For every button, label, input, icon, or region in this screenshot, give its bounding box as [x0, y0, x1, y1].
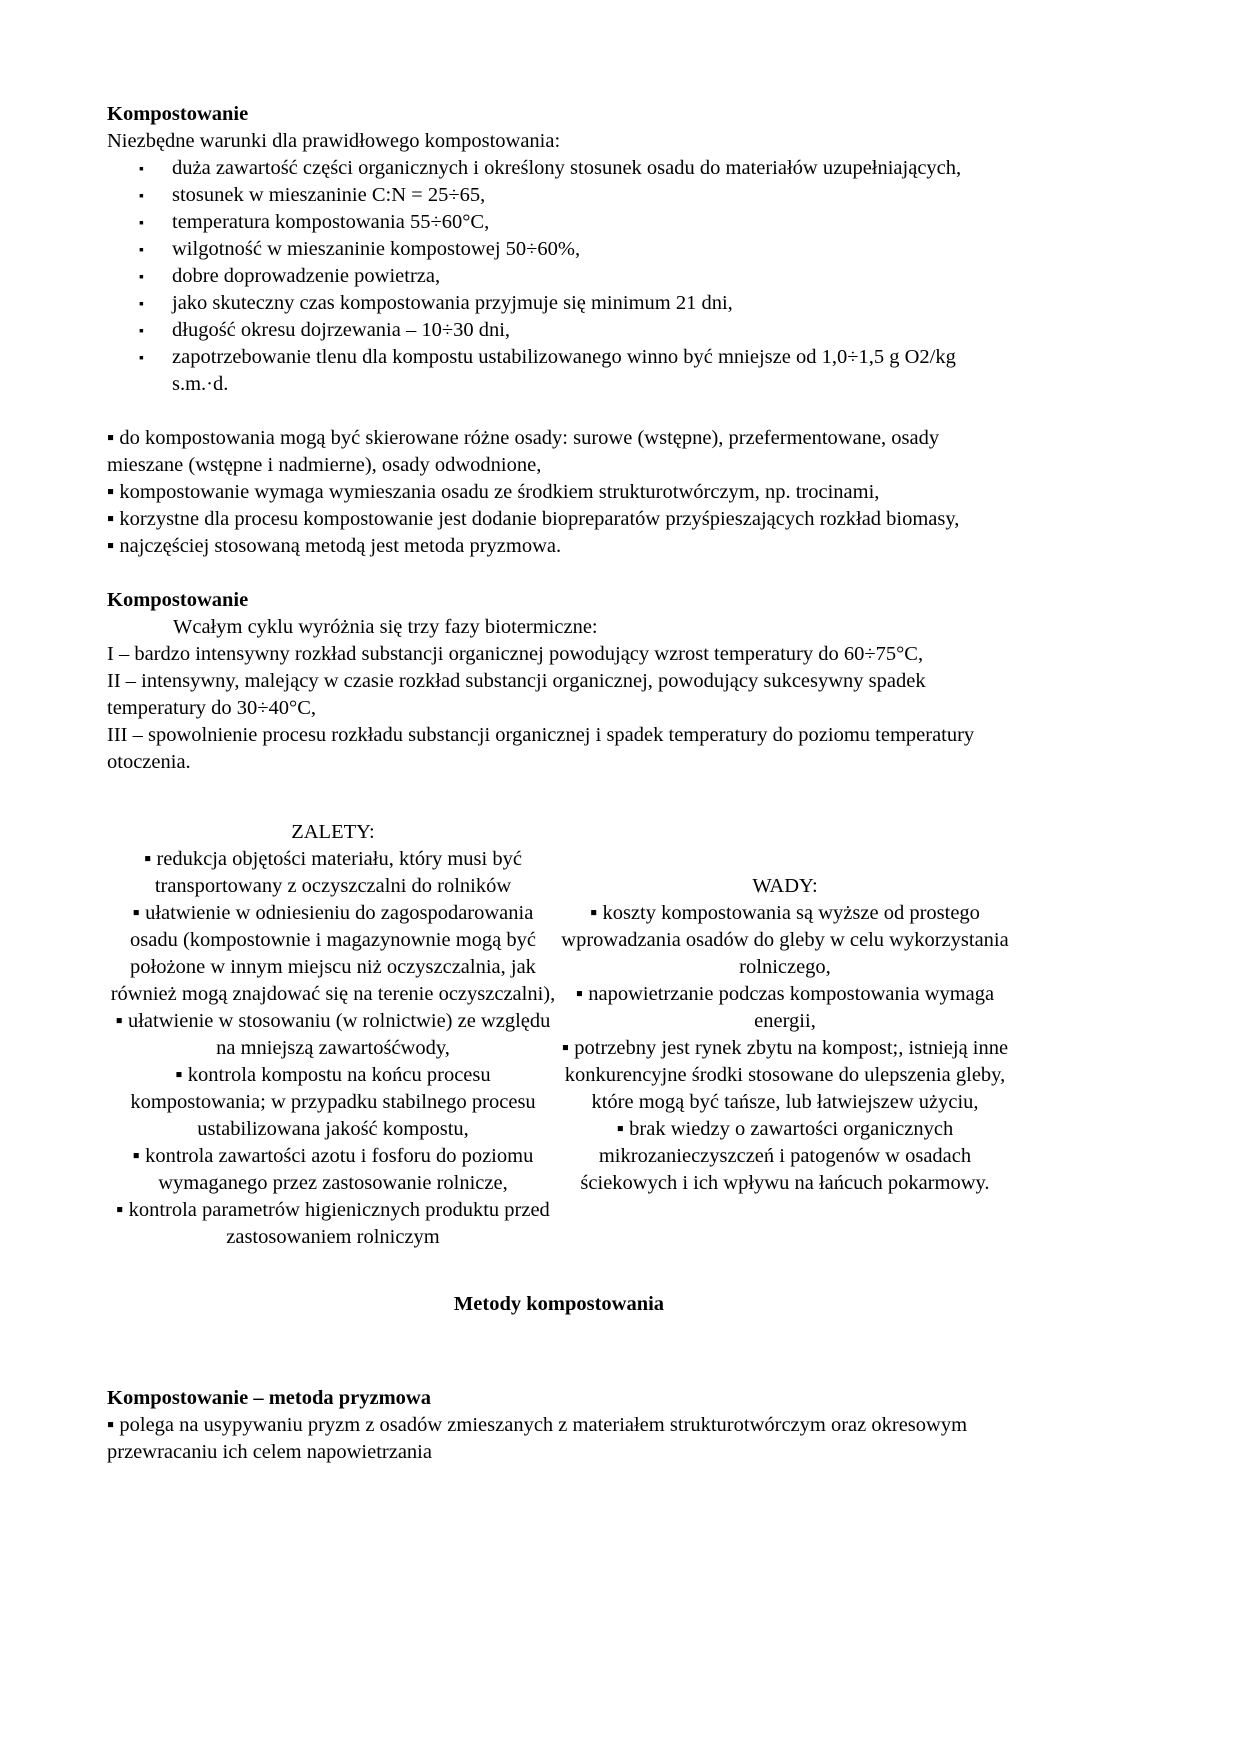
advantage-item: ▪ kontrola parametrów higienicznych produktu przed zastosowaniem rolniczym: [116, 1199, 550, 1248]
spacer: [107, 560, 1017, 587]
note: ▪ korzystne dla procesu kompostowanie jest dodanie biopreparatów przyśpieszających rozkład biomasy,: [107, 508, 960, 530]
list-item: [107, 290, 1017, 317]
advantage-item: ▪ redukcja objętości materiału, który musi być transportowany z oczyszczalni do rolników: [144, 848, 522, 897]
note: ▪ najczęściej stosowaną metodą jest metoda pryzmowa.: [107, 535, 562, 557]
disadvantage-item: ▪ napowietrzanie podczas kompostowania wymaga energii,: [575, 983, 995, 1032]
bullet-icon: ▪: [139, 270, 144, 285]
spacer: [107, 1318, 1017, 1358]
phase-3: III – spowolnienie procesu rozkładu substancji organicznej i spadek temperatury do poziomu temperatury otoczenia.: [107, 724, 975, 773]
spacer: [107, 398, 1017, 425]
list-item-text: wilgotność w mieszaninie kompostowej 50÷60%,: [172, 238, 581, 260]
list-item-text: stosunek w mieszaninie C:N = 25÷65,: [172, 184, 486, 206]
section2-title: Kompostowanie: [107, 589, 249, 611]
section3-text: ▪ polega na usypywaniu pryzm z osadów zmieszanych z materiałem strukturotwórczym oraz okresowym przewracaniu ich celem napowietrzania: [107, 1414, 968, 1463]
disadvantage-item: ▪ potrzebny jest rynek zbytu na kompost;, istnieją inne konkurencyjne środki stosowane do ulepszenia gleby, które mogą być tańsze, lub łatwiejszew użyciu,: [561, 1037, 1009, 1113]
list-item: [107, 263, 1017, 290]
advantage-item: ▪ ułatwienie w odniesieniu do zagospodarowania osadu (kompostownie i magazynownie mogą być położone w innym miejscu niż oczyszczalnia, jak również mogą znajdować się na terenie oczyszczalni),: [110, 902, 556, 1005]
phase-1: I – bardzo intensywny rozkład substancji organicznej powodujący wzrost temperatury do 60÷75°C,: [107, 643, 924, 665]
advantage-item: ▪ kontrola kompostu na końcu procesu kompostowania; w przypadku stabilnego procesu ustabilizowana jakość kompostu,: [130, 1064, 536, 1140]
spacer: [107, 1358, 1017, 1385]
list-item-text: jako skuteczny czas kompostowania przyjmuje się minimum 21 dni,: [172, 292, 733, 314]
conditions-list: [107, 155, 1017, 398]
spacer: [107, 1251, 1017, 1291]
disadvantages-title: WADY:: [752, 875, 818, 897]
bullet-icon: ▪: [139, 216, 144, 231]
pros-cons-columns: [107, 819, 1011, 1251]
section2-intro: Wcałym cyklu wyróżnia się trzy fazy biotermiczne:: [173, 616, 598, 638]
list-item-text: temperatura kompostowania 55÷60°C,: [172, 211, 490, 233]
advantage-item: ▪ ułatwienie w stosowaniu (w rolnictwie) ze względu na mniejszą zawartośćwody,: [115, 1010, 551, 1059]
phases: [107, 641, 1017, 776]
bullet-icon: ▪: [139, 243, 144, 258]
list-item-text: długość okresu dojrzewania – 10÷30 dni,: [172, 319, 511, 341]
advantage-item: ▪ kontrola zawartości azotu i fosforu do poziomu wymaganego przez zastosowanie rolnicze,: [132, 1145, 534, 1194]
bullet-icon: ▪: [139, 324, 144, 339]
methods-title: Metody kompostowania: [453, 1293, 665, 1315]
list-item: [107, 155, 1017, 182]
advantages-column: [107, 819, 559, 1251]
note: ▪ kompostowanie wymaga wymieszania osadu ze środkiem strukturotwórczym, np. trocinami,: [107, 481, 880, 503]
note: ▪ do kompostowania mogą być skierowane różne osady: surowe (wstępne), przefermentowane, osady mieszane (wstępne i nadmierne), osady odwodnione,: [107, 427, 940, 476]
disadvantage-item: ▪ koszty kompostowania są wyższe od prostego wprowadzania osadów do gleby w celu wykorzystania rolniczego,: [561, 902, 1009, 978]
spacer: [107, 776, 1017, 803]
bullet-icon: ▪: [139, 351, 144, 366]
spacer: [107, 803, 1017, 819]
bullet-icon: ▪: [139, 297, 144, 312]
advantages-title: ZALETY:: [291, 821, 375, 843]
disadvantage-item: ▪ brak wiedzy o zawartości organicznych mikrozanieczyszczeń i patogenów w osadach ściekowych i ich wpływu na łańcuch pokarmowy.: [580, 1118, 990, 1194]
list-item: [107, 182, 1017, 209]
list-item: [107, 344, 1017, 398]
bullet-icon: ▪: [139, 162, 144, 177]
list-item: [107, 209, 1017, 236]
list-item-text: duża zawartość części organicznych i określony stosunek osadu do materiałów uzupełniających,: [172, 157, 962, 179]
bullet-icon: ▪: [139, 189, 144, 204]
disadvantages-column: [559, 819, 1011, 1251]
section1-intro: Niezbędne warunki dla prawidłowego kompostowania:: [107, 130, 561, 152]
section3-title: Kompostowanie – metoda pryzmowa: [107, 1387, 431, 1409]
section1-title: Kompostowanie: [107, 103, 249, 125]
list-item: [107, 317, 1017, 344]
notes-paragraphs: [107, 425, 1017, 560]
list-item-text: dobre doprowadzenie powietrza,: [172, 265, 441, 287]
list-item-text: zapotrzebowanie tlenu dla kompostu ustabilizowanego winno być mniejsze od 1,0÷1,5 g O2/kg s.m.·d.: [172, 346, 956, 395]
list-item: [107, 236, 1017, 263]
phase-2: II – intensywny, malejący w czasie rozkład substancji organicznej, powodujący sukcesywny spadek temperatury do 30÷40°C,: [107, 670, 926, 719]
